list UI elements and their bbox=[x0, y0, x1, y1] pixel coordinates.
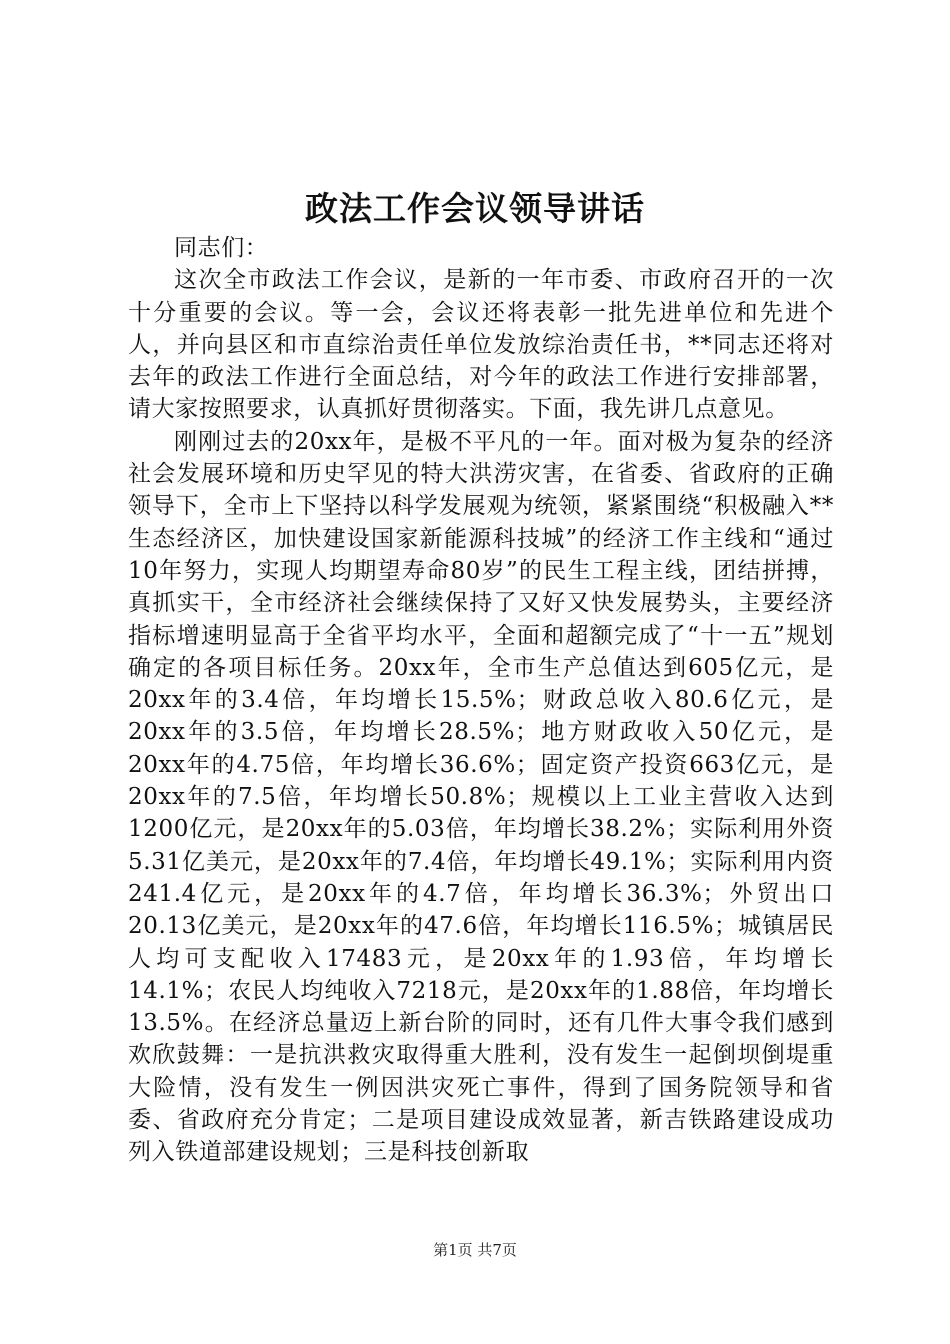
paragraph-review: 刚刚过去的20xx年，是极不平凡的一年。面对极为复杂的经济社会发展环境和历史罕见的特大洪涝灾害，在省委、省政府的正确领导下，全市上下坚持以科学发展观为统领，紧紧围绕“积极融入**生态经济区，加快建设国家新能源科技城”的经济工作主线和“通过10年努力，实现人均期望寿命80岁”的民生工程主线，团结拼搏，真抓实干，全市经济社会继续保持了又好又快发展势头，主要经济指标增速明显高于全省平均水平，全面和超额完成了“十一五”规划确定的各项目标任务。20xx年，全市生产总值达到605亿元，是20xx年的3.4倍，年均增长15.5%；财政总收入80.6亿元，是20xx年的3.5倍，年均增长28.5%；地方财政收入50亿元，是20xx年的4.75倍，年均增长36.6%；固定资产投资663亿元，是20xx年的7.5倍，年均增长50.8%；规模以上工业主营收入达到1200亿元，是20xx年的5.03倍，年均增长38.2%；实际利用外资5.31亿美元，是20xx年的7.4倍，年均增长49.1%；实际利用内资241.4亿元，是20xx年的4.7倍，年均增长36.3%；外贸出口20.13亿美元，是20xx年的47.6倍，年均增长116.5%；城镇居民人均可支配收入17483元，是20xx年的1.93倍，年均增长14.1%；农民人均纯收入7218元，是20xx年的1.88倍，年均增长13.5%。在经济总量迈上新台阶的同时，还有几件大事令我们感到欢欣鼓舞：一是抗洪救灾取得重大胜利，没有发生一起倒坝倒堤重大险情，没有发生一例因洪灾死亡事件，得到了国务院领导和省委、省政府充分肯定；二是项目建设成效显著，新吉铁路建设成功列入铁道部建设规划；三是科技创新取 bbox=[128, 428, 834, 1166]
salutation: 同志们： bbox=[174, 235, 269, 261]
paragraph-opening: 这次全市政法工作会议，是新的一年市委、市政府召开的一次十分重要的会议。等一会，会议还将表彰一批先进单位和先进个人，并向县区和市直综治责任单位发放综治责任书，**同志还将对去年的政法工作进行全面总结，对今年的政法工作进行安排部署，请大家按照要求，认真抓好贯彻落实。下面，我先讲几点意见。 bbox=[128, 267, 834, 423]
document-body bbox=[128, 232, 834, 1169]
document-title: 政法工作会议领导讲话 bbox=[305, 189, 645, 228]
page-number: 第1页 共7页 bbox=[433, 1241, 517, 1259]
